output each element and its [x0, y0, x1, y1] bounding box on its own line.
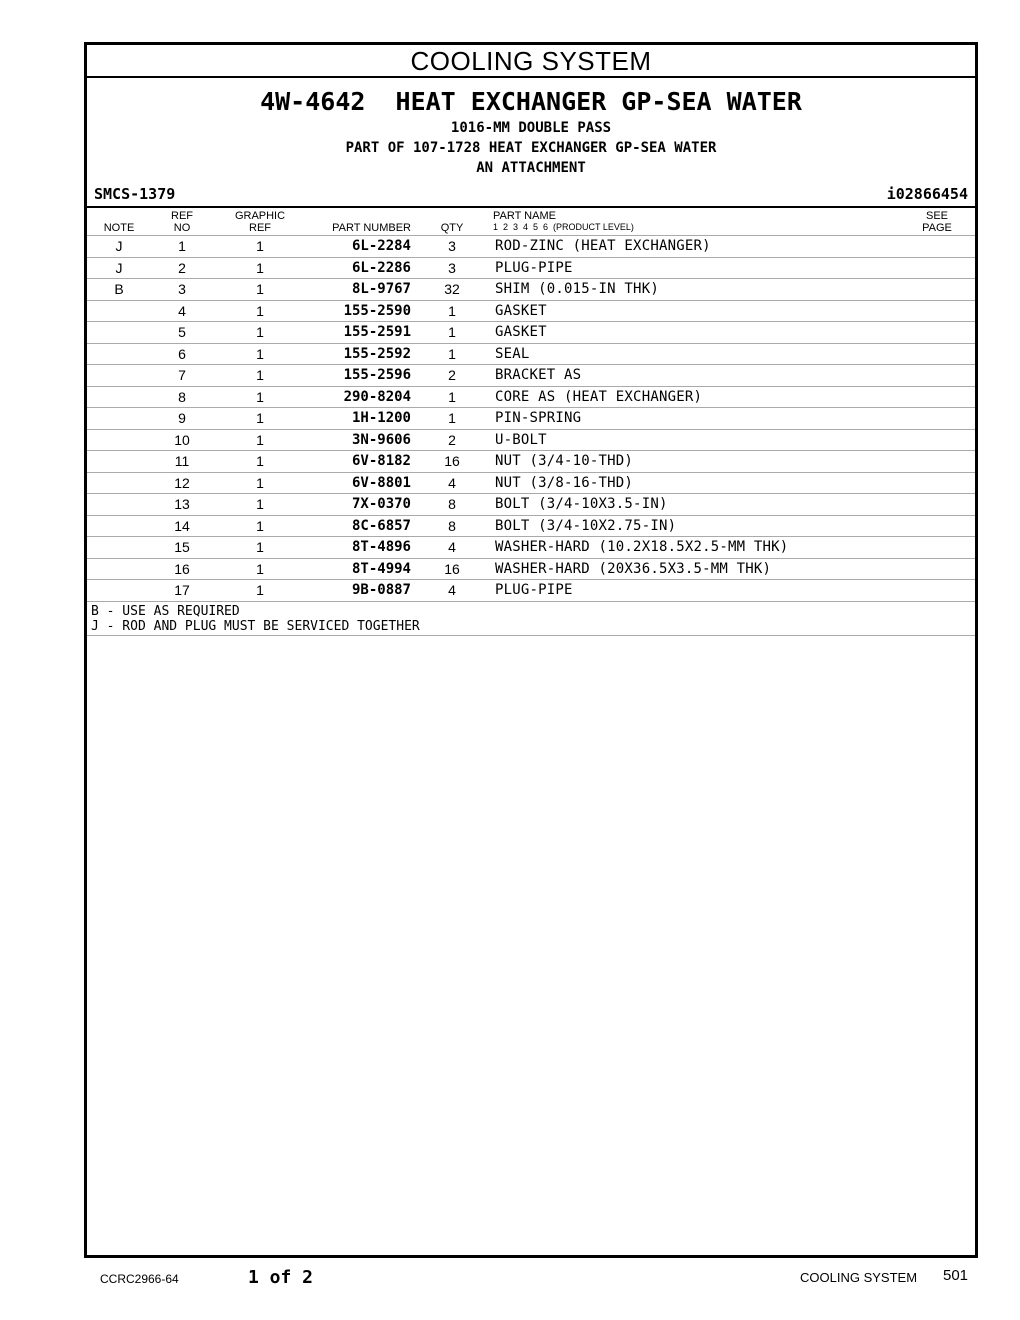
col-header-part-number: PART NUMBER: [332, 222, 411, 234]
graphic-ref-cell: 1: [256, 388, 264, 405]
part-name-cell: PLUG-PIPE: [495, 582, 573, 598]
table-row: [87, 236, 975, 258]
graphic-ref-cell: 1: [256, 431, 264, 448]
graphic-ref-cell: 1: [256, 410, 264, 426]
part-number-cell: 8T-4896: [351, 539, 411, 555]
part-number-cell: 3N-9606: [351, 431, 411, 448]
table-row: [87, 387, 975, 409]
table-row: [87, 322, 975, 344]
footer-doc-id: CCRC2966-64: [100, 1272, 179, 1286]
part-name-cell: PIN-SPRING: [495, 410, 582, 426]
ref-no-cell: 4: [178, 302, 186, 319]
smcs-code: SMCS-1379: [94, 185, 176, 203]
ref-no-cell: 11: [174, 453, 190, 469]
ref-no-cell: 14: [174, 517, 190, 534]
part-number-cell: 8C-6857: [351, 517, 411, 534]
qty-cell: 1: [448, 388, 456, 405]
table-row: [87, 473, 975, 495]
qty-cell: 3: [448, 238, 456, 254]
graphic-ref-cell: 1: [256, 324, 264, 340]
ref-no-cell: 6: [178, 345, 186, 362]
note-b: B - USE AS REQUIRED: [91, 603, 240, 619]
part-number-cell: 6V-8182: [351, 453, 411, 469]
ref-no-cell: 16: [174, 560, 190, 577]
col-header-ref-1: REF: [171, 210, 193, 222]
ref-no-cell: 12: [174, 474, 190, 491]
part-name-cell: U-BOLT: [495, 431, 547, 448]
table-row: [87, 408, 975, 430]
ref-no-cell: 2: [178, 259, 186, 276]
illustration-id: i02866454: [886, 185, 968, 203]
part-number-cell: 155-2596: [343, 367, 411, 383]
page-title: 4W-4642 HEAT EXCHANGER GP-SEA WATER: [260, 87, 802, 116]
ref-no-cell: 7: [178, 367, 186, 383]
table-row: [87, 301, 975, 323]
table-row: [87, 559, 975, 581]
table-row: [87, 451, 975, 473]
ref-no-cell: 8: [178, 388, 186, 405]
qty-cell: 1: [448, 410, 456, 426]
part-name-cell: BOLT (3/4-10X2.75-IN): [495, 517, 677, 534]
part-name-cell: WASHER-HARD (10.2X18.5X2.5-MM THK): [495, 539, 789, 555]
col-header-graphic-ref-2: REF: [249, 222, 271, 234]
part-number-cell: 8T-4994: [351, 560, 411, 577]
col-header-note: NOTE: [103, 222, 135, 234]
subtitle-2: PART OF 107-1728 HEAT EXCHANGER GP-SEA WATER: [345, 140, 717, 156]
subtitle-3: AN ATTACHMENT: [476, 160, 586, 176]
part-name-cell: SHIM (0.015-IN THK): [495, 281, 659, 297]
col-header-graphic-ref-1: GRAPHIC: [234, 210, 286, 222]
qty-cell: 32: [444, 281, 460, 297]
notes-block: [87, 602, 975, 636]
part-name-cell: GASKET: [495, 324, 547, 340]
col-header-product-level: 1 2 3 4 5 6 (PRODUCT LEVEL): [493, 222, 634, 232]
footer-page-of: 1 of 2: [248, 1267, 314, 1288]
part-name-cell: BRACKET AS: [495, 367, 582, 383]
part-number-cell: 155-2590: [343, 302, 411, 319]
part-number-cell: 6V-8801: [351, 474, 411, 491]
graphic-ref-cell: 1: [256, 517, 264, 534]
ref-no-cell: 10: [174, 431, 190, 448]
ref-no-cell: 3: [178, 281, 186, 297]
graphic-ref-cell: 1: [256, 259, 264, 276]
qty-cell: 2: [448, 431, 456, 448]
ref-no-cell: 1: [178, 238, 186, 254]
table-row: [87, 279, 975, 301]
qty-cell: 1: [448, 345, 456, 362]
ref-no-cell: 13: [174, 496, 190, 512]
part-name-cell: PLUG-PIPE: [495, 259, 573, 276]
graphic-ref-cell: 1: [256, 496, 264, 512]
graphic-ref-cell: 1: [256, 453, 264, 469]
part-number-cell: 7X-0370: [351, 496, 411, 512]
footer-section: COOLING SYSTEM: [800, 1270, 918, 1285]
subtitle-1: 1016-MM DOUBLE PASS: [450, 120, 612, 136]
graphic-ref-cell: 1: [256, 345, 264, 362]
table-row: [87, 516, 975, 538]
col-header-qty: QTY: [440, 222, 464, 234]
note-j: J - ROD AND PLUG MUST BE SERVICED TOGETHER: [91, 618, 420, 634]
qty-cell: 8: [448, 496, 456, 512]
qty-cell: 4: [448, 539, 456, 555]
qty-cell: 1: [448, 302, 456, 319]
part-number-cell: 155-2592: [343, 345, 411, 362]
graphic-ref-cell: 1: [256, 582, 264, 598]
qty-cell: 1: [448, 324, 456, 340]
ref-no-cell: 15: [174, 539, 190, 555]
part-name-cell: SEAL: [495, 345, 530, 362]
ref-no-cell: 9: [178, 410, 186, 426]
header-divider: [87, 206, 975, 208]
part-number-cell: 155-2591: [343, 324, 411, 340]
qty-cell: 8: [448, 517, 456, 534]
part-name-cell: GASKET: [495, 302, 547, 319]
qty-cell: 4: [448, 474, 456, 491]
qty-cell: 4: [448, 582, 456, 598]
note-cell: B: [114, 281, 124, 297]
qty-cell: 2: [448, 367, 456, 383]
qty-cell: 16: [444, 453, 460, 469]
page-frame: [84, 42, 978, 1258]
graphic-ref-cell: 1: [256, 560, 264, 577]
graphic-ref-cell: 1: [256, 302, 264, 319]
parts-table: [87, 236, 975, 636]
part-name-cell: CORE AS (HEAT EXCHANGER): [495, 388, 703, 405]
part-number-cell: 6L-2286: [351, 259, 411, 276]
table-row: [87, 258, 975, 280]
ref-no-cell: 17: [174, 582, 190, 598]
part-number-cell: 8L-9767: [351, 281, 411, 297]
part-name-cell: NUT (3/4-10-THD): [495, 453, 634, 469]
part-name-cell: ROD-ZINC (HEAT EXCHANGER): [495, 238, 711, 254]
table-row: [87, 365, 975, 387]
section-title: COOLING SYSTEM: [87, 45, 975, 78]
table-row: [87, 344, 975, 366]
table-row: [87, 580, 975, 602]
note-cell: J: [115, 259, 123, 276]
graphic-ref-cell: 1: [256, 367, 264, 383]
part-number-cell: 9B-0887: [351, 582, 411, 598]
part-number-cell: 6L-2284: [351, 238, 411, 254]
part-number-cell: 1H-1200: [351, 410, 411, 426]
part-number-cell: 290-8204: [343, 388, 411, 405]
footer-page-number: 501: [943, 1267, 969, 1284]
col-header-see-page-1: SEE: [925, 210, 948, 222]
col-header-see-page-2: PAGE: [922, 222, 952, 234]
qty-cell: 16: [444, 560, 460, 577]
graphic-ref-cell: 1: [256, 539, 264, 555]
col-header-ref-2: NO: [173, 222, 191, 234]
table-row: [87, 537, 975, 559]
part-name-cell: NUT (3/8-16-THD): [495, 474, 634, 491]
qty-cell: 3: [448, 259, 456, 276]
table-row: [87, 494, 975, 516]
graphic-ref-cell: 1: [256, 474, 264, 491]
graphic-ref-cell: 1: [256, 281, 264, 297]
table-row: [87, 430, 975, 452]
part-name-cell: BOLT (3/4-10X3.5-IN): [495, 496, 668, 512]
graphic-ref-cell: 1: [256, 238, 264, 254]
col-header-part-name: PART NAME: [493, 210, 556, 222]
ref-no-cell: 5: [178, 324, 186, 340]
note-cell: J: [115, 238, 123, 254]
part-name-cell: WASHER-HARD (20X36.5X3.5-MM THK): [495, 560, 772, 577]
